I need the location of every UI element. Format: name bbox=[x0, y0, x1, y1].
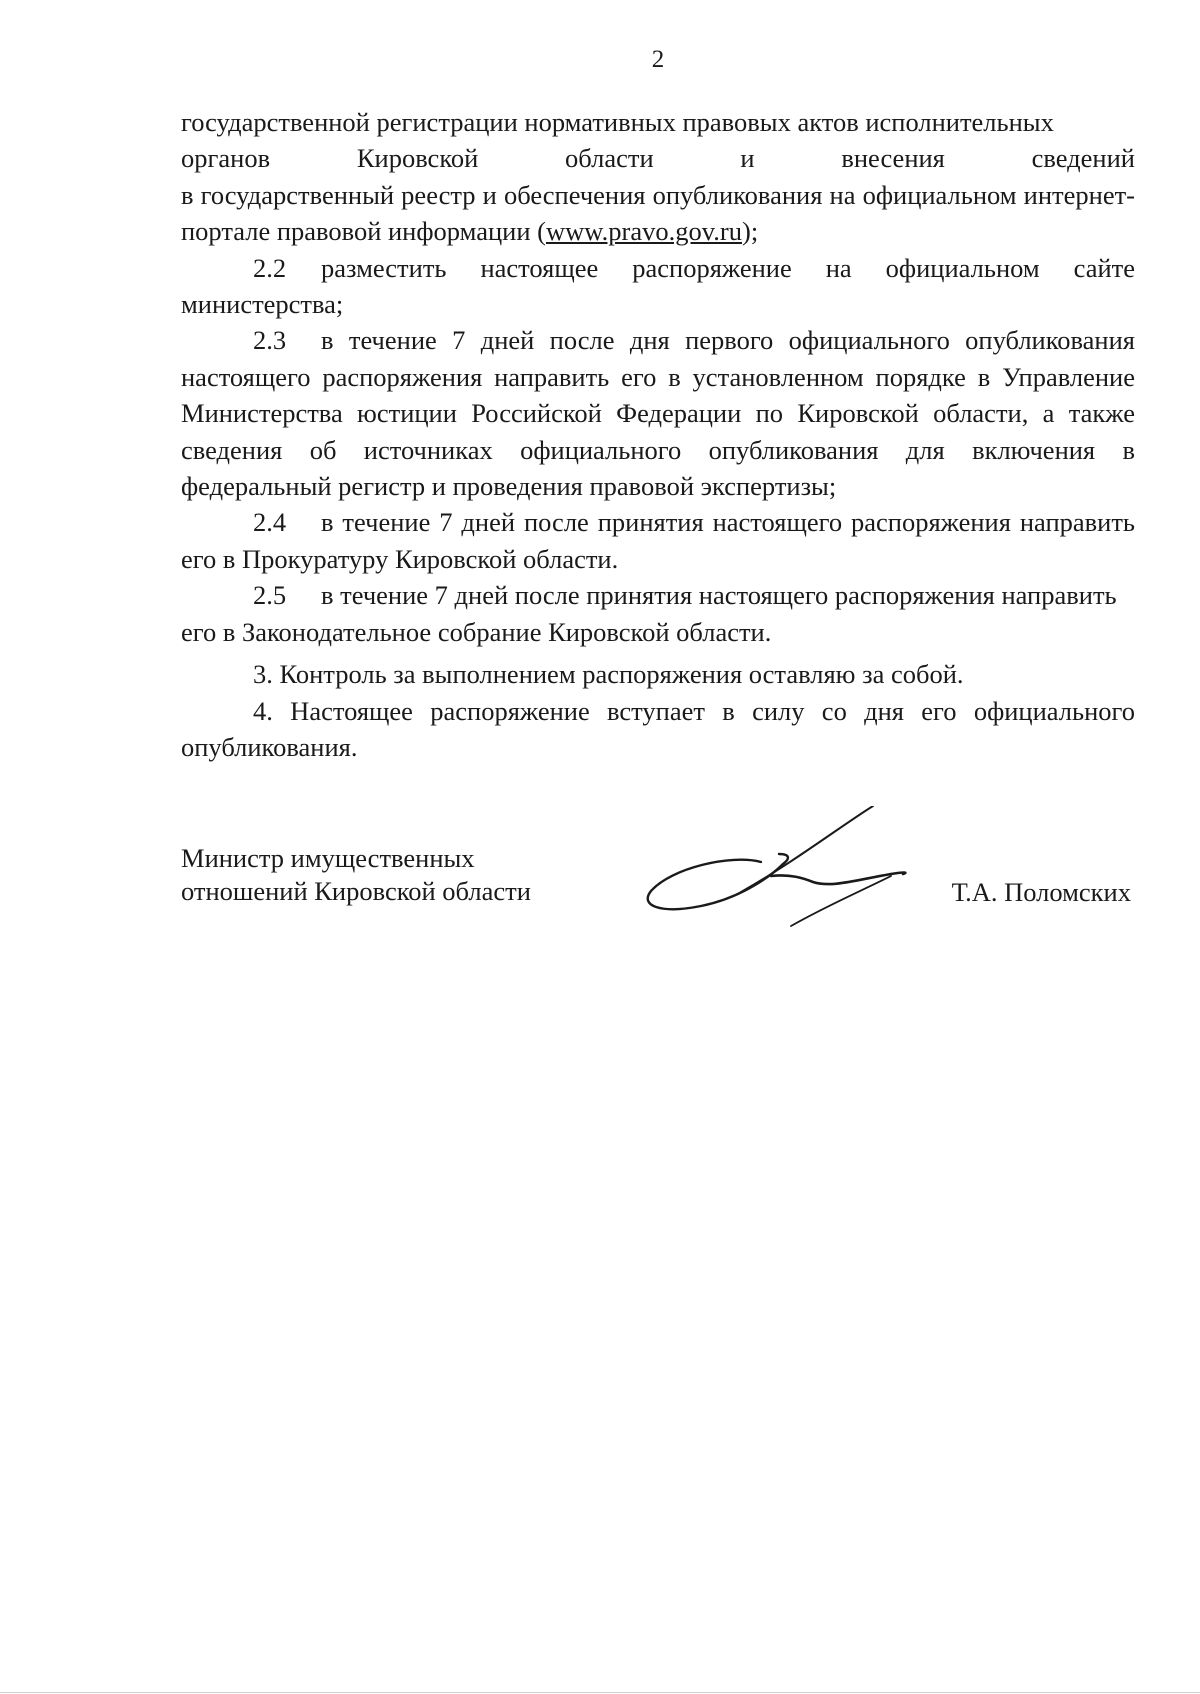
signature-block bbox=[181, 842, 1141, 942]
paragraph-line-distributed bbox=[181, 140, 1135, 176]
word: Кировской bbox=[356, 143, 479, 174]
signatory-title-line-2: отношений Кировской области bbox=[181, 876, 531, 906]
item-number: 2.4 bbox=[253, 507, 287, 538]
item-3: 3. Контроль за выполнением распоряжения оставляю за собой. bbox=[253, 659, 964, 690]
paragraph-line: государственной регистрации нормативных правовых актов исполнительных bbox=[181, 107, 1054, 137]
item-2-2 bbox=[181, 250, 1135, 323]
item-2-5 bbox=[181, 577, 1135, 650]
signatory-name: Т.А. Поломских bbox=[951, 877, 1131, 907]
page-number: 2 bbox=[651, 46, 665, 73]
item-text: разместить настоящее распоряжение на официальном сайте министерства; bbox=[181, 252, 1135, 320]
item-number: 2.2 bbox=[253, 252, 287, 283]
paragraph-continuation-end bbox=[181, 177, 1135, 250]
page-bottom-edge bbox=[0, 1692, 1200, 1693]
item-2-3 bbox=[181, 322, 1135, 504]
item-text: в течение 7 дней после принятия настоящего распоряжения направить его в Прокуратуру Кировской области. bbox=[181, 507, 1135, 574]
signatory-title bbox=[181, 842, 531, 908]
handwritten-signature-icon bbox=[641, 806, 1101, 936]
item-text: в течение 7 дней после принятия настоящего распоряжения направить его в Законодательное собрание Кировской области. bbox=[181, 580, 1117, 647]
item-number: 2.5 bbox=[253, 580, 287, 611]
document-body bbox=[181, 104, 1135, 765]
word: и bbox=[740, 143, 755, 174]
pravo-link[interactable]: www.pravo.gov.ru bbox=[545, 216, 742, 247]
word: внесения bbox=[841, 143, 945, 174]
paragraph-text-suffix: ); bbox=[742, 216, 759, 247]
word: сведений bbox=[1031, 143, 1135, 174]
word: органов bbox=[181, 143, 271, 174]
paragraph-continuation bbox=[181, 104, 1135, 140]
item-text: в течение 7 дней после дня первого официального опубликования настоящего распоряжения направить его в установленном порядке в Управление Министерства юстиции Российской Федерации по Кировской области, а также сведения об источниках официального опубликования для включения в федеральный регистр и проведения правовой экспертизы; bbox=[181, 325, 1135, 502]
item-2-4 bbox=[181, 504, 1135, 577]
item-number: 2.3 bbox=[253, 325, 287, 356]
item-4: 4. Настоящее распоряжение вступает в силу со дня его официального опубликования. bbox=[181, 695, 1135, 762]
paragraph-text: в государственный реестр и обеспечения опубликования на официальном интернет-портале правовой информации ( bbox=[181, 179, 1135, 247]
word: области bbox=[565, 143, 654, 174]
signatory-title-line-1: Министр имущественных bbox=[181, 843, 475, 873]
